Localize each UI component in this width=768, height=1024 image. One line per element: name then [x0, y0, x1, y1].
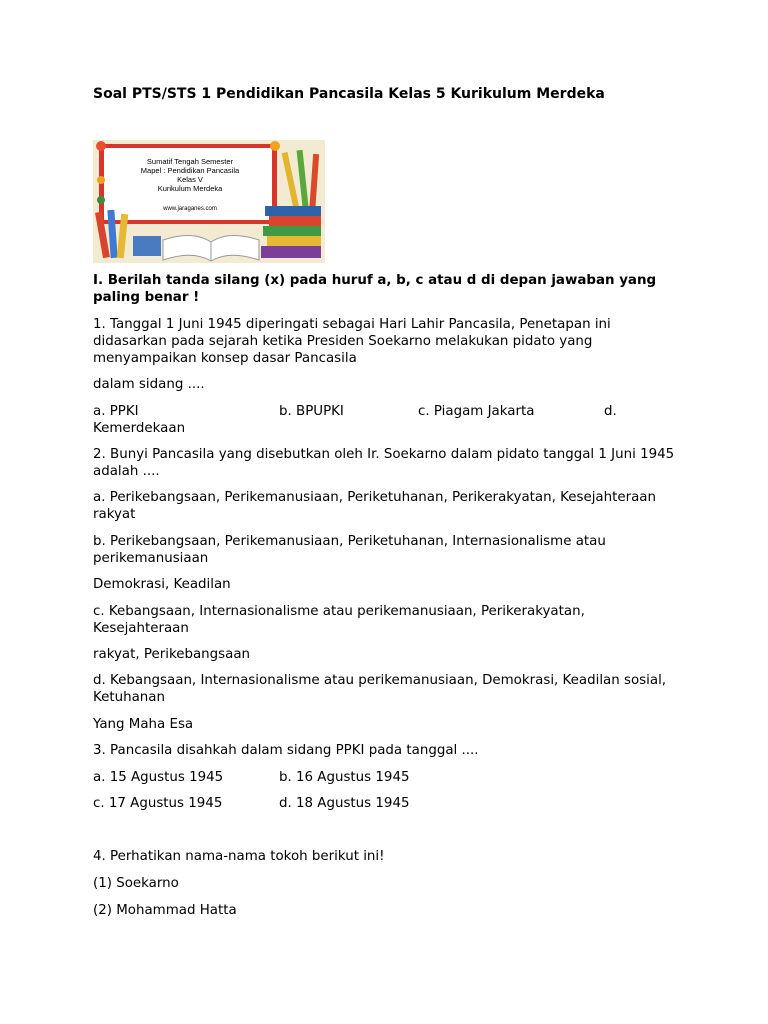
banner-text-line1: Sumatif Tengah Semester — [146, 157, 234, 166]
question-1-option-d-continuation: Kemerdekaan — [93, 421, 186, 436]
question-3-text: 3. Pancasila disahkah dalam sidang PPKI pada tanggal .... — [93, 743, 479, 758]
question-2-option-d-continuation: Yang Maha Esa — [93, 717, 194, 732]
question-4-item-1: (1) Soekarno — [93, 876, 179, 891]
banner-image — [93, 140, 325, 263]
question-3-option-a: a. 15 Agustus 1945 — [93, 770, 224, 785]
question-3-option-d: d. 18 Agustus 1945 — [279, 796, 410, 811]
question-3-option-b: b. 16 Agustus 1945 — [279, 770, 410, 785]
banner-text-line4: Kurikulum Merdeka — [157, 184, 223, 193]
question-1-option-d: d. — [604, 404, 617, 419]
banner-site: www.jaraganes.com — [163, 206, 217, 212]
question-2-option-c-continuation: rakyat, Perikebangsaan — [93, 647, 251, 662]
question-4-text: 4. Perhatikan nama-nama tokoh berikut ini! — [93, 849, 385, 864]
question-1-option-c: c. Piagam Jakarta — [418, 404, 535, 419]
question-4-item-2: (2) Mohammad Hatta — [93, 903, 237, 918]
banner-text-line3: Kelas V — [177, 175, 203, 184]
question-2-option-b: b. Perikebangsaan, Perikemanusiaan, Periketuhanan, Internasionalisme atau perikemanusiaan — [93, 534, 606, 566]
question-1-option-a: a. PPKI — [93, 404, 139, 419]
document-title: Soal PTS/STS 1 Pendidikan Pancasila Kelas 5 Kurikulum Merdeka — [93, 86, 605, 102]
question-1-continuation: dalam sidang .... — [93, 377, 205, 392]
question-1-option-b: b. BPUPKI — [279, 404, 344, 419]
question-1-text: 1. Tanggal 1 Juni 1945 diperingati sebagai Hari Lahir Pancasila, Penetapan ini didasarkan pada sejarah ketika Presiden Soekarno melakukan pidato yang menyampaikan konsep dasar Pancasila — [93, 317, 611, 366]
question-2-text: 2. Bunyi Pancasila yang disebutkan oleh Ir. Soekarno dalam pidato tanggal 1 Juni 1945 adalah .... — [93, 447, 675, 479]
question-2-option-a: a. Perikebangsaan, Perikemanusiaan, Periketuhanan, Perikerakyatan, Kesejahteraan rakyat — [93, 490, 657, 522]
instruction-text: I. Berilah tanda silang (x) pada huruf a, b, c atau d di depan jawaban yang paling benar ! — [93, 273, 657, 305]
question-2-option-d: d. Kebangsaan, Internasionalisme atau perikemanusiaan, Demokrasi, Keadilan sosial, Ketuhanan — [93, 673, 667, 705]
question-3-option-c: c. 17 Agustus 1945 — [93, 796, 223, 811]
question-2-option-c: c. Kebangsaan, Internasionalisme atau perikemanusiaan, Perikerakyatan, Kesejahteraan — [93, 604, 585, 636]
question-2-option-b-continuation: Demokrasi, Keadilan — [93, 577, 231, 592]
banner-text-line2: Mapel : Pendidikan Pancasila — [140, 166, 240, 175]
